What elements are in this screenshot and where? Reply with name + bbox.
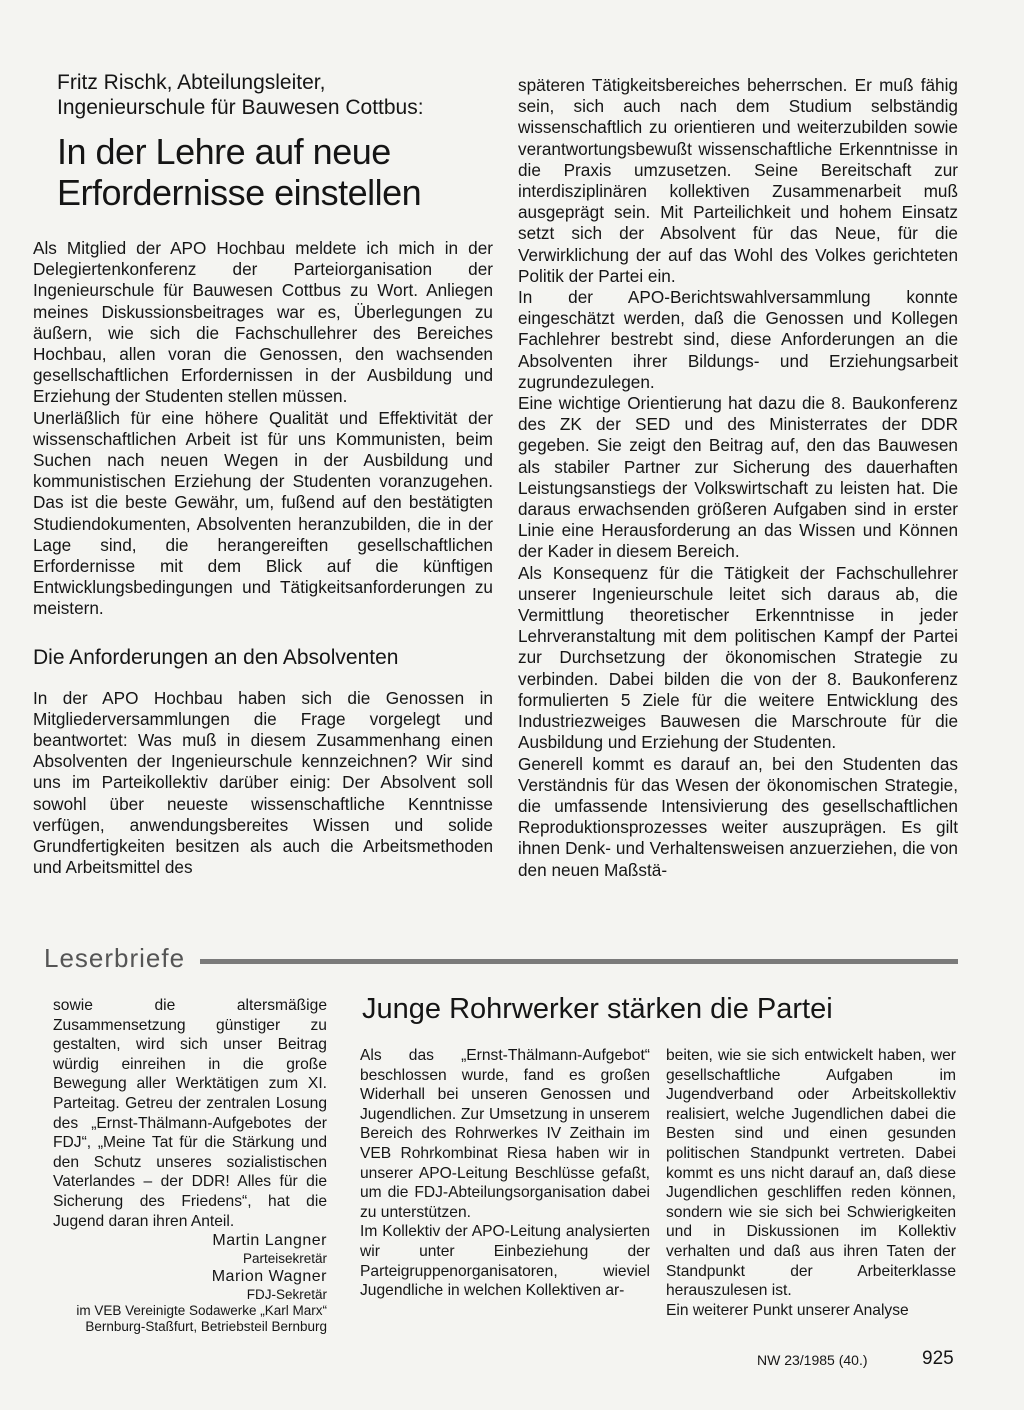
headline-line-1: In der Lehre auf neue: [57, 131, 391, 172]
section-divider: [200, 959, 958, 964]
section-label-leserbriefe: Leserbriefe: [44, 943, 186, 973]
signature-block: [53, 1231, 327, 1335]
signature-name: Martin Langner: [212, 1232, 327, 1250]
issue-reference: NW 23/1985 (40.): [757, 1352, 868, 1368]
headline-line-2: Erfordernisse einstellen: [57, 172, 422, 213]
author-line-2: Ingenieurschule für Bauwesen Cottbus:: [57, 96, 424, 119]
paragraph: Als Konsequenz für die Tätigkeit der Fachschullehrer unserer Ingenieurschule leitet sich daraus ab, die Vermittlung theoretischer Erkenntnisse in jeder Lehrveranstaltung mit dem politischen Kampf der Partei zur Durchsetzung der ökonomischen Strategie zu verbinden. Dabei bilden die von der 8. Baukonferenz formulierten 5 Ziele für die weitere Entwicklung des Industriezweiges Bauwesen die Marschroute für die Ausbildung und Erziehung der Studenten.: [518, 562, 958, 753]
signature-role: FDJ-Sekretär: [246, 1287, 327, 1303]
paragraph: Ein weiterer Punkt unserer Analyse: [666, 1301, 909, 1319]
page-number: 925: [922, 1348, 954, 1369]
signature-org: im VEB Vereinigte Sodawerke „Karl Marx“: [76, 1303, 327, 1319]
paragraph: In der APO-Berichtswahlversammlung konnte eingeschätzt werden, daß die Genossen und Kollegen Fachlehrer bestrebt sind, diese Anforderungen an die Absolventen ihrer Bildungs- und Erziehungsarbeit zugrundezulegen.: [518, 287, 958, 392]
paragraph: späteren Tätigkeitsbereiches beherrschen. Er muß fähig sein, sich auch nach dem Studium selbständig wissenschaftlich zu orientieren und weiterzubilden sowie verantwortungsbewußt wissenschaftliche Erkenntnisse in die Praxis umzusetzen. Seine Bereitschaft zur interdisziplinären kollektiven Zusammenarbeit muß ausgeprägt sein. Mit Parteilichkeit und hohem Einsatz setzt sich der Absolvent für das Neue, für die Verwirklichung der auf das Wohl des Volkes gerichteten Politik der Partei ein.: [518, 75, 958, 286]
signature-org: Bernburg-Staßfurt, Betriebsteil Bernburg: [85, 1319, 327, 1335]
paragraph: Generell kommt es darauf an, bei den Studenten das Verständnis für das Wesen der ökonomischen Strategie, die umfassende Intensivierung des gesellschaftlichen Reproduktionsprozesses weiter auszuprägen. Es gilt ihnen Denk- und Verhaltensweisen anzuerziehen, die von den neuen Maßstä-: [518, 753, 958, 880]
signature-name: Marion Wagner: [211, 1268, 327, 1286]
paragraph: Als das „Ernst-Thälmann-Aufgebot“ beschlossen wurde, fand es großen Widerhall bei unseren Genossen und Jugendlichen. Zur Umsetzung in unserem Bereich des Rohrwerkes IV Zeithain im VEB Rohrkombinat Riesa haben wir in unserer APO-Leitung Beschlüsse gefaßt, um die FDJ-Abteilungsorganisation dabei zu unterstützen.: [360, 1047, 650, 1221]
signature-role: Parteisekretär: [242, 1251, 327, 1267]
letter-column: [53, 996, 327, 1335]
letter-column: [666, 1046, 956, 1320]
section-subheading: Die Anforderungen an den Absolventen: [33, 645, 399, 669]
paragraph: Als Mitglied der APO Hochbau meldete ich mich in der Delegiertenkonferenz der Parteiorganisation der Ingenieurschule für Bauwesen Cottbus zu Wort. Anliegen meines Diskussionsbeitrages war es, Überlegungen zu äußern, wie sich die Fachschullehrer des Bereiches Hochbau, allen voran die Genossen, den wachsenden gesellschaftlichen Erfordernissen in der Ausbildung und Erziehung der Studenten stellen müssen.: [33, 238, 493, 407]
paragraph: sowie die altersmäßige Zusammensetzung günstiger zu gestalten, wird sich unser Beitrag würdig einreihen in die große Bewegung aller Werktätigen zum XI. Parteitag. Getreu der zentralen Losung des „Ernst-Thälmann-Aufgebotes der FDJ“, „Meine Tat für die Stärkung und den Schutz unseres sozialistischen Vaterlandes – der DDR! Alles für die Sicherung des Friedens“, hat die Jugend daran ihren Anteil.: [53, 997, 327, 1230]
article-column-1: [33, 238, 493, 878]
paragraph: Im Kollektiv der APO-Leitung analysierten wir unter Einbeziehung der Parteigruppenorganisatoren, wieviel Jugendliche in welchen Kollektiven ar-: [360, 1223, 650, 1300]
letter-headline: Junge Rohrwerker stärken die Partei: [362, 993, 833, 1025]
article-headline: [57, 131, 507, 213]
author-byline: [57, 70, 507, 120]
paragraph: Eine wichtige Orientierung hat dazu die 8. Baukonferenz des ZK der SED und des Ministerrates der DDR gegeben. Sie zeigt den Beitrag auf, den das Bauwesen als stabiler Partner zur Sicherung des dauerhaften Leistungsanstiegs der Volkswirtschaft zu leisten hat. Die daraus erwachsenden größeren Aufgaben sind in erster Linie eine Herausforderung an das Wissen und Können der Kader in diesem Bereich.: [518, 393, 958, 562]
author-line-1: Fritz Rischk, Abteilungsleiter,: [57, 71, 326, 94]
paragraph: In der APO Hochbau haben sich die Genossen in Mitgliederversammlungen die Frage vorgelegt und beantwortet: Was muß in diesem Zusammenhang einen Absolventen der Ingenieurschule kennzeichnen? Wir sind uns im Parteikollektiv darüber einig: Der Absolvent soll sowohl über neueste wissenschaftliche Kenntnisse verfügen, anwendungsbereites Wissen und solide Grundfertigkeiten besitzen als auch die Arbeitsmethoden und Arbeitsmittel des: [33, 687, 493, 878]
paragraph: beiten, wie sie sich entwickelt haben, wer gesellschaftliche Aufgaben im Jugendverband oder Arbeitskollektiv realisiert, welche Jugendlichen dabei die Besten sind und einen gesunden politischen Standpunkt vertreten. Dabei kommt es uns nicht darauf an, daß diese Jugendlichen geschliffen reden können, sondern wie sie sich bei Schwierigkeiten und in Diskussionen im Kollektiv verhalten und daß aus ihren Taten der Standpunkt der Arbeiterklasse herauszulesen ist.: [666, 1047, 956, 1300]
article-column-2: [518, 75, 958, 881]
paragraph: Unerläßlich für eine höhere Qualität und Effektivität der wissenschaftlichen Arbeit ist für uns Kommunisten, beim Suchen nach neuen Wegen in der Ausbildung und kommunistischen Erziehung der Studenten voranzugehen. Das ist die beste Gewähr, um, fußend auf den bestätigten Studiendokumenten, Absolventen heranzubilden, die in der Lage sind, die herangereiften gesellschaftlichen Erfordernisse mit dem Blick auf die künftigen Entwicklungsbedingungen und Tätigkeitsanforderungen zu meistern.: [33, 407, 493, 619]
letter-column: [360, 1046, 650, 1301]
